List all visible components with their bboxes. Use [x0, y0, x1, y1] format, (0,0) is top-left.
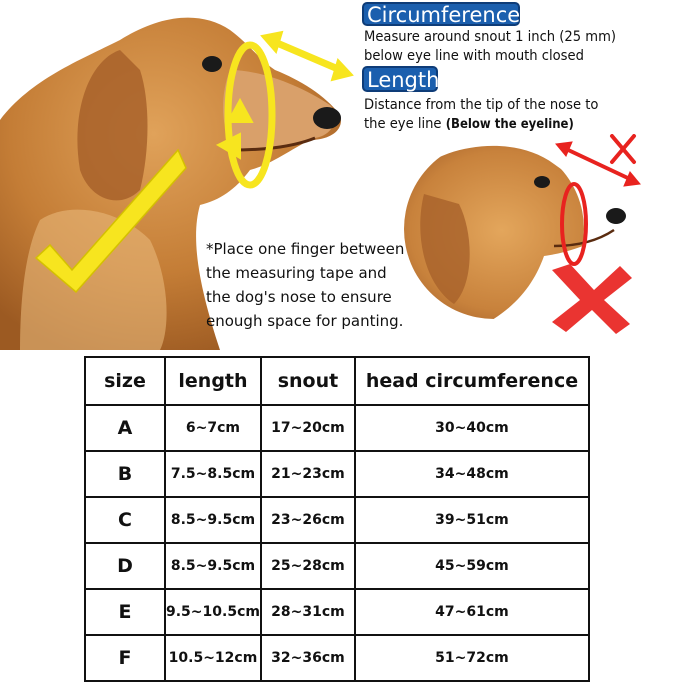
circumference-desc-line2: below eye line with mouth closed	[364, 47, 584, 64]
header-snout: snout	[261, 357, 355, 405]
cell-size: B	[85, 451, 165, 497]
header-size: size	[85, 357, 165, 405]
cell-snout: 23~26cm	[261, 497, 355, 543]
tip-line4: enough space for panting.	[206, 312, 404, 330]
cell-head-circumference: 30~40cm	[355, 405, 589, 451]
table-row	[85, 497, 589, 543]
cell-length: 8.5~9.5cm	[165, 543, 261, 589]
cell-length: 9.5~10.5cm	[165, 589, 261, 635]
size-chart-table	[84, 356, 590, 682]
cell-length: 7.5~8.5cm	[165, 451, 261, 497]
length-desc-line1: Distance from the tip of the nose to	[364, 96, 599, 113]
circumference-description	[364, 27, 616, 65]
red-x-small-icon	[612, 136, 634, 162]
cell-head-circumference: 51~72cm	[355, 635, 589, 681]
length-desc-line2-b: (Below the eyeline)	[445, 117, 574, 132]
circumference-title: Circumference	[362, 2, 520, 26]
tip-line3: the dog's nose to ensure	[206, 288, 392, 306]
cell-length: 6~7cm	[165, 405, 261, 451]
table-row	[85, 589, 589, 635]
cell-size: E	[85, 589, 165, 635]
cell-size: C	[85, 497, 165, 543]
header-length: length	[165, 357, 261, 405]
cell-head-circumference: 47~61cm	[355, 589, 589, 635]
header-head-circumference: head circumference	[355, 357, 589, 405]
tip-line1: *Place one finger between	[206, 240, 405, 258]
cell-size: F	[85, 635, 165, 681]
cell-snout: 17~20cm	[261, 405, 355, 451]
table-row	[85, 635, 589, 681]
table-row	[85, 543, 589, 589]
cell-snout: 25~28cm	[261, 543, 355, 589]
length-description	[364, 95, 598, 134]
red-x-icon	[546, 262, 636, 336]
length-desc-line2-a: the eye line	[364, 115, 446, 132]
table-header-row	[85, 357, 589, 405]
length-desc-line2	[364, 114, 598, 134]
measuring-tip	[206, 237, 404, 333]
table-row	[85, 405, 589, 451]
cell-snout: 28~31cm	[261, 589, 355, 635]
length-title: Length	[362, 66, 438, 92]
tip-line2: the measuring tape and	[206, 264, 387, 282]
cell-length: 8.5~9.5cm	[165, 497, 261, 543]
cell-head-circumference: 45~59cm	[355, 543, 589, 589]
table-row	[85, 451, 589, 497]
cell-size: D	[85, 543, 165, 589]
circumference-desc-line1: Measure around snout 1 inch (25 mm)	[364, 28, 616, 45]
cell-head-circumference: 34~48cm	[355, 451, 589, 497]
cell-snout: 21~23cm	[261, 451, 355, 497]
cell-head-circumference: 39~51cm	[355, 497, 589, 543]
cell-size: A	[85, 405, 165, 451]
cell-snout: 32~36cm	[261, 635, 355, 681]
cell-length: 10.5~12cm	[165, 635, 261, 681]
